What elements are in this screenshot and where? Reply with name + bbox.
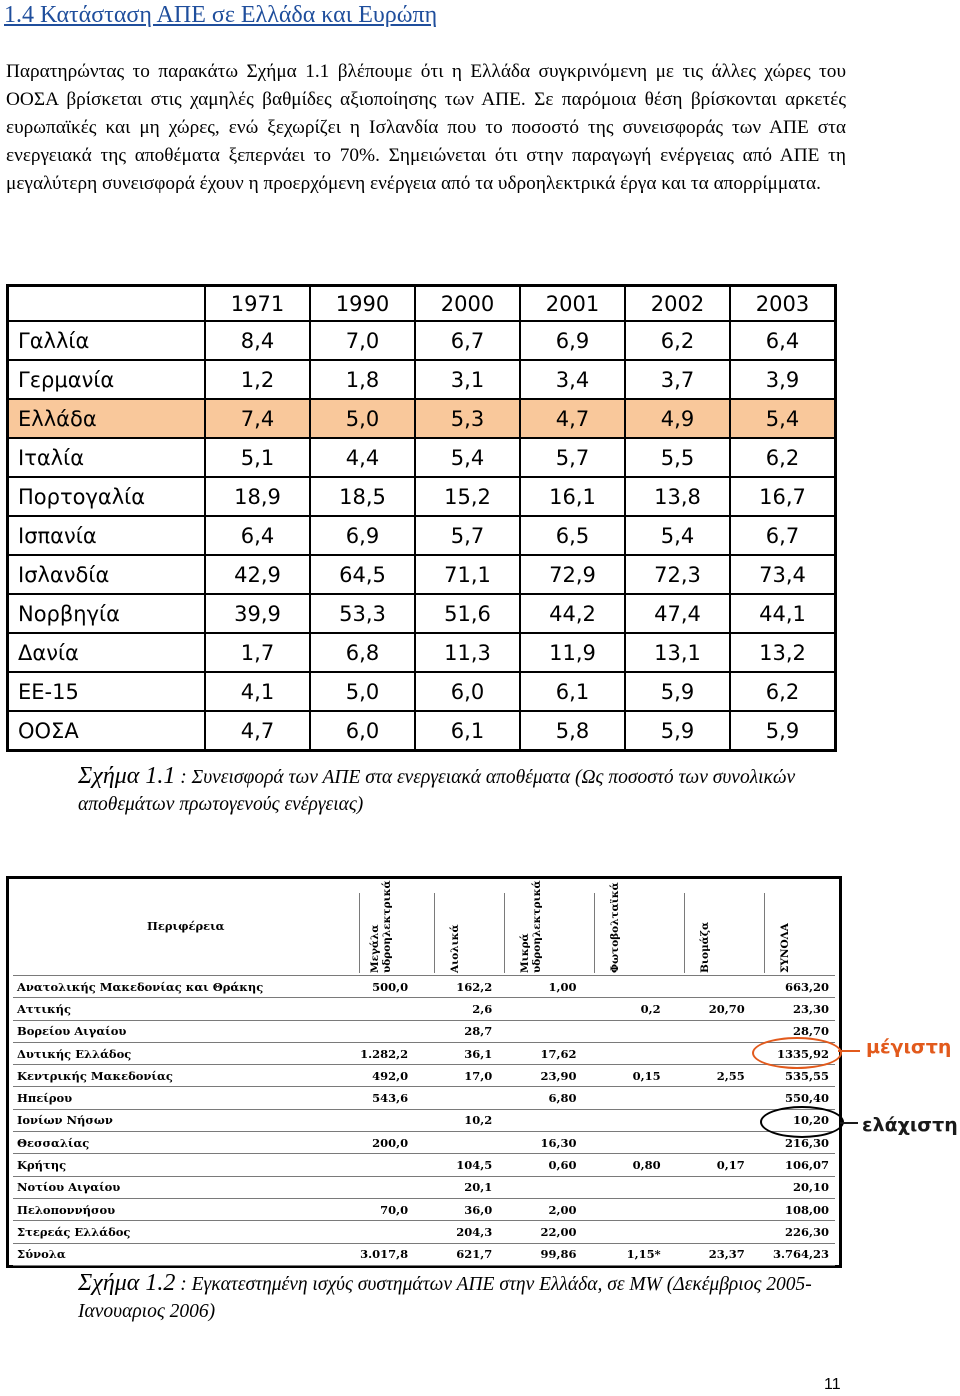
value-cell (498, 1109, 582, 1131)
value-cell (582, 1132, 666, 1154)
value-cell: 16,7 (730, 477, 836, 516)
column-header: Φωτοβολταϊκά (609, 882, 621, 973)
region-cell: Πελοποννήσου (13, 1198, 330, 1220)
value-cell: 5,9 (625, 711, 730, 751)
figure-label: Σχήμα 1.2 (78, 1270, 176, 1296)
table-row (13, 1176, 835, 1198)
installed-capacity-table (13, 975, 835, 1266)
value-cell: 72,3 (625, 555, 730, 594)
section-heading: 1.4 Κατάσταση ΑΠΕ σε Ελλάδα και Ευρώπη (4, 2, 438, 28)
value-cell (582, 1087, 666, 1109)
value-cell: 108,00 (751, 1198, 835, 1220)
table-row (8, 477, 836, 516)
value-cell (667, 1042, 751, 1064)
value-cell: 18,5 (310, 477, 415, 516)
value-cell: 492,0 (330, 1065, 414, 1087)
value-cell (498, 998, 582, 1020)
value-cell: 8,4 (205, 321, 310, 360)
max-arrow (838, 1050, 860, 1052)
value-cell: 6,2 (730, 672, 836, 711)
table-row (13, 1042, 835, 1064)
figure-1-1-caption (78, 763, 858, 818)
value-cell: 7,0 (310, 321, 415, 360)
table-row (13, 1221, 835, 1243)
value-cell (582, 1176, 666, 1198)
country-cell: Γερμανία (8, 360, 206, 399)
year-header: 2003 (730, 286, 836, 322)
value-cell: 226,30 (751, 1221, 835, 1243)
value-cell: 71,1 (415, 555, 520, 594)
region-cell: Νοτίου Αιγαίου (13, 1176, 330, 1198)
value-cell: 4,1 (205, 672, 310, 711)
value-cell: 6,9 (520, 321, 625, 360)
table-row (13, 1087, 835, 1109)
column-header: Αιολικά (449, 924, 461, 973)
value-cell (330, 1176, 414, 1198)
value-cell: 6,7 (415, 321, 520, 360)
value-cell: 543,6 (330, 1087, 414, 1109)
region-cell: Κεντρικής Μακεδονίας (13, 1065, 330, 1087)
value-cell: 535,55 (751, 1065, 835, 1087)
value-cell: 23,37 (667, 1243, 751, 1265)
table-row (8, 516, 836, 555)
table-row (13, 1065, 835, 1087)
value-cell (667, 1198, 751, 1220)
value-cell: 2,55 (667, 1065, 751, 1087)
header-divider (594, 893, 595, 973)
year-header: 2001 (520, 286, 625, 322)
value-cell: 22,00 (498, 1221, 582, 1243)
year-header: 1971 (205, 286, 310, 322)
table-row (13, 998, 835, 1020)
table-row (13, 1109, 835, 1131)
value-cell: 3,7 (625, 360, 730, 399)
region-cell: Ηπείρου (13, 1087, 330, 1109)
header-divider (764, 893, 765, 973)
value-cell: 16,1 (520, 477, 625, 516)
country-cell: ΕΕ-15 (8, 672, 206, 711)
value-cell: 500,0 (330, 976, 414, 998)
value-cell (582, 1221, 666, 1243)
region-cell: Δυτικής Ελλάδος (13, 1042, 330, 1064)
value-cell (582, 1020, 666, 1042)
value-cell: 621,7 (414, 1243, 498, 1265)
region-cell: Στερεάς Ελλάδος (13, 1221, 330, 1243)
table-row (8, 594, 836, 633)
value-cell: 663,20 (751, 976, 835, 998)
value-cell: 4,4 (310, 438, 415, 477)
value-cell: 5,4 (625, 516, 730, 555)
value-cell: 11,9 (520, 633, 625, 672)
region-cell: Αττικής (13, 998, 330, 1020)
value-cell: 0,60 (498, 1154, 582, 1176)
value-cell: 20,10 (751, 1176, 835, 1198)
min-value-ellipse (760, 1106, 844, 1138)
value-cell: 5,1 (205, 438, 310, 477)
column-header: Βιομάζα (699, 921, 711, 973)
value-cell: 6,8 (310, 633, 415, 672)
value-cell: 51,6 (415, 594, 520, 633)
country-cell: Δανία (8, 633, 206, 672)
value-cell: 162,2 (414, 976, 498, 998)
value-cell (414, 1132, 498, 1154)
value-cell: 6,80 (498, 1087, 582, 1109)
value-cell: 28,7 (414, 1020, 498, 1042)
region-cell: Σύνολα (13, 1243, 330, 1265)
value-cell (667, 1020, 751, 1042)
value-cell (414, 1087, 498, 1109)
value-cell (667, 1109, 751, 1131)
value-cell: 5,4 (730, 399, 836, 438)
value-cell (582, 976, 666, 998)
header-divider (359, 893, 360, 973)
value-cell: 99,86 (498, 1243, 582, 1265)
country-cell: Γαλλία (8, 321, 206, 360)
value-cell: 1,7 (205, 633, 310, 672)
table-row (13, 976, 835, 998)
country-cell: Ισπανία (8, 516, 206, 555)
value-cell: 13,1 (625, 633, 730, 672)
value-cell: 10,2 (414, 1109, 498, 1131)
value-cell (330, 1221, 414, 1243)
country-cell: ΟΟΣΑ (8, 711, 206, 751)
value-cell: 2,00 (498, 1198, 582, 1220)
table-row (8, 555, 836, 594)
value-cell: 0,2 (582, 998, 666, 1020)
country-cell: Ιταλία (8, 438, 206, 477)
value-cell: 3,9 (730, 360, 836, 399)
value-cell (330, 1154, 414, 1176)
caption-text: : Συνεισφορά των ΑΠΕ στα ενεργειακά αποθέματα (Ως ποσοστό των συνολικών αποθεμάτων πρωτογενούς ενέργειας) (78, 767, 796, 815)
year-header: 2000 (415, 286, 520, 322)
value-cell: 6,4 (205, 516, 310, 555)
value-cell: 104,5 (414, 1154, 498, 1176)
value-cell: 18,9 (205, 477, 310, 516)
value-cell (330, 1020, 414, 1042)
table-corner-cell (8, 286, 206, 322)
value-cell: 1,2 (205, 360, 310, 399)
value-cell (498, 1020, 582, 1042)
value-cell: 3,1 (415, 360, 520, 399)
figure-label: Σχήμα 1.1 (78, 763, 176, 789)
value-cell: 15,2 (415, 477, 520, 516)
min-callout-label: ελάχιστη (862, 1114, 958, 1136)
table-row (13, 1198, 835, 1220)
value-cell: 13,8 (625, 477, 730, 516)
table-row (8, 711, 836, 751)
value-cell (667, 1221, 751, 1243)
value-cell: 36,0 (414, 1198, 498, 1220)
header-divider (434, 893, 435, 973)
region-cell: Θεσσαλίας (13, 1132, 330, 1154)
value-cell: 0,17 (667, 1154, 751, 1176)
value-cell: 4,9 (625, 399, 730, 438)
value-cell: 6,7 (730, 516, 836, 555)
value-cell: 5,7 (415, 516, 520, 555)
max-value-ellipse (752, 1037, 842, 1069)
header-divider (684, 893, 685, 973)
value-cell: 1,15* (582, 1243, 666, 1265)
value-cell (667, 1176, 751, 1198)
value-cell: 5,9 (625, 672, 730, 711)
value-cell: 5,0 (310, 672, 415, 711)
res-contribution-table (6, 284, 837, 752)
region-cell: Ιονίων Νήσων (13, 1109, 330, 1131)
value-cell: 4,7 (205, 711, 310, 751)
value-cell: 0,15 (582, 1065, 666, 1087)
value-cell (582, 1042, 666, 1064)
value-cell: 200,0 (330, 1132, 414, 1154)
value-cell (667, 976, 751, 998)
value-cell: 5,3 (415, 399, 520, 438)
value-cell: 1.282,2 (330, 1042, 414, 1064)
value-cell: 47,4 (625, 594, 730, 633)
table-row (8, 399, 836, 438)
value-cell: 44,1 (730, 594, 836, 633)
value-cell: 106,07 (751, 1154, 835, 1176)
caption-text: : Εγκατεστημένη ισχύς συστημάτων ΑΠΕ στην Ελλάδα, σε MW (Δεκέμβριος 2005-Ιανουαριος 2006) (78, 1274, 812, 1322)
table-row (8, 672, 836, 711)
value-cell: 4,7 (520, 399, 625, 438)
figure-1-2-caption (78, 1270, 858, 1325)
value-cell (330, 1109, 414, 1131)
year-header: 1990 (310, 286, 415, 322)
value-cell: 23,30 (751, 998, 835, 1020)
value-cell: 72,9 (520, 555, 625, 594)
year-header: 2002 (625, 286, 730, 322)
value-cell: 36,1 (414, 1042, 498, 1064)
value-cell: 3.017,8 (330, 1243, 414, 1265)
value-cell: 70,0 (330, 1198, 414, 1220)
value-cell: 64,5 (310, 555, 415, 594)
value-cell: 5,0 (310, 399, 415, 438)
intro-paragraph: Παρατηρώντας το παρακάτω Σχήμα 1.1 βλέπουμε ότι η Ελλάδα συγκρινόμενη με τις άλλες χώρες του ΟΟΣΑ βρίσκεται στις χαμηλές βαθμίδες αξιοποίησης των ΑΠΕ. Σε παρόμοια θέση βρίσκονται αρκετές ευρωπαϊκές και μη χώρες, ενώ ξεχωρίζει η Ισλανδία που το ποσοστό της συνεισφοράς των ΑΠΕ στα ενεργειακά της αποθέματα ξεπερνάει το 70%. Σημειώνεται ότι στην παραγωγή ενέργειας από ΑΠΕ τη μεγαλύτερη συνεισφορά έχουν η προερχόμενη ενέργεια από τα υδροηλεκτρικά έργα και τα απορρίμματα. (6, 61, 846, 194)
max-callout-label: μέγιστη (866, 1036, 952, 1058)
value-cell: 0,80 (582, 1154, 666, 1176)
table-row (13, 1020, 835, 1042)
value-cell (582, 1198, 666, 1220)
value-cell (498, 1176, 582, 1198)
country-cell: Ελλάδα (8, 399, 206, 438)
value-cell: 13,2 (730, 633, 836, 672)
value-cell: 6,2 (625, 321, 730, 360)
min-arrow (840, 1122, 858, 1124)
value-cell: 17,62 (498, 1042, 582, 1064)
value-cell: 3.764,23 (751, 1243, 835, 1265)
value-cell: 6,2 (730, 438, 836, 477)
column-header: Μικρά υδροηλεκτρικά (519, 880, 543, 973)
value-cell: 53,3 (310, 594, 415, 633)
value-cell: 5,4 (415, 438, 520, 477)
region-cell: Βορείου Αιγαίου (13, 1020, 330, 1042)
value-cell (330, 998, 414, 1020)
value-cell: 1,00 (498, 976, 582, 998)
value-cell: 16,30 (498, 1132, 582, 1154)
value-cell: 216,30 (751, 1132, 835, 1154)
value-cell (582, 1109, 666, 1131)
column-header: ΣΥΝΟΛΑ (779, 923, 791, 973)
table-row (8, 360, 836, 399)
value-cell: 39,9 (205, 594, 310, 633)
country-cell: Πορτογαλία (8, 477, 206, 516)
value-cell: 6,1 (520, 672, 625, 711)
value-cell: 6,4 (730, 321, 836, 360)
value-cell: 42,9 (205, 555, 310, 594)
column-header: Μεγάλα υδροηλεκτρικά (369, 880, 393, 973)
value-cell: 6,0 (415, 672, 520, 711)
value-cell: 3,4 (520, 360, 625, 399)
value-cell: 23,90 (498, 1065, 582, 1087)
value-cell: 20,1 (414, 1176, 498, 1198)
value-cell: 204,3 (414, 1221, 498, 1243)
value-cell: 10,20 (751, 1109, 835, 1131)
table-row (13, 1154, 835, 1176)
value-cell (667, 1087, 751, 1109)
table-row (8, 633, 836, 672)
value-cell: 6,1 (415, 711, 520, 751)
page-number: 11 (824, 1376, 841, 1393)
value-cell: 5,8 (520, 711, 625, 751)
header-divider (504, 893, 505, 973)
value-cell: 1335,92 (751, 1042, 835, 1064)
value-cell: 44,2 (520, 594, 625, 633)
region-column-header: Περιφέρεια (147, 919, 225, 933)
region-cell: Ανατολικής Μακεδονίας και Θράκης (13, 976, 330, 998)
value-cell: 73,4 (730, 555, 836, 594)
value-cell: 6,5 (520, 516, 625, 555)
value-cell: 7,4 (205, 399, 310, 438)
value-cell: 28,70 (751, 1020, 835, 1042)
value-cell: 17,0 (414, 1065, 498, 1087)
value-cell: 6,9 (310, 516, 415, 555)
value-cell: 550,40 (751, 1087, 835, 1109)
table-row (8, 438, 836, 477)
value-cell: 5,7 (520, 438, 625, 477)
table-header-row (8, 286, 836, 322)
country-cell: Νορβηγία (8, 594, 206, 633)
value-cell: 2,6 (414, 998, 498, 1020)
table-row (13, 1132, 835, 1154)
installed-capacity-table-figure (6, 876, 842, 1268)
region-cell: Κρήτης (13, 1154, 330, 1176)
value-cell: 1,8 (310, 360, 415, 399)
value-cell: 20,70 (667, 998, 751, 1020)
value-cell (667, 1132, 751, 1154)
value-cell: 5,9 (730, 711, 836, 751)
value-cell: 6,0 (310, 711, 415, 751)
table-row (13, 1243, 835, 1265)
country-cell: Ισλανδία (8, 555, 206, 594)
value-cell: 11,3 (415, 633, 520, 672)
table-row (8, 321, 836, 360)
value-cell: 5,5 (625, 438, 730, 477)
